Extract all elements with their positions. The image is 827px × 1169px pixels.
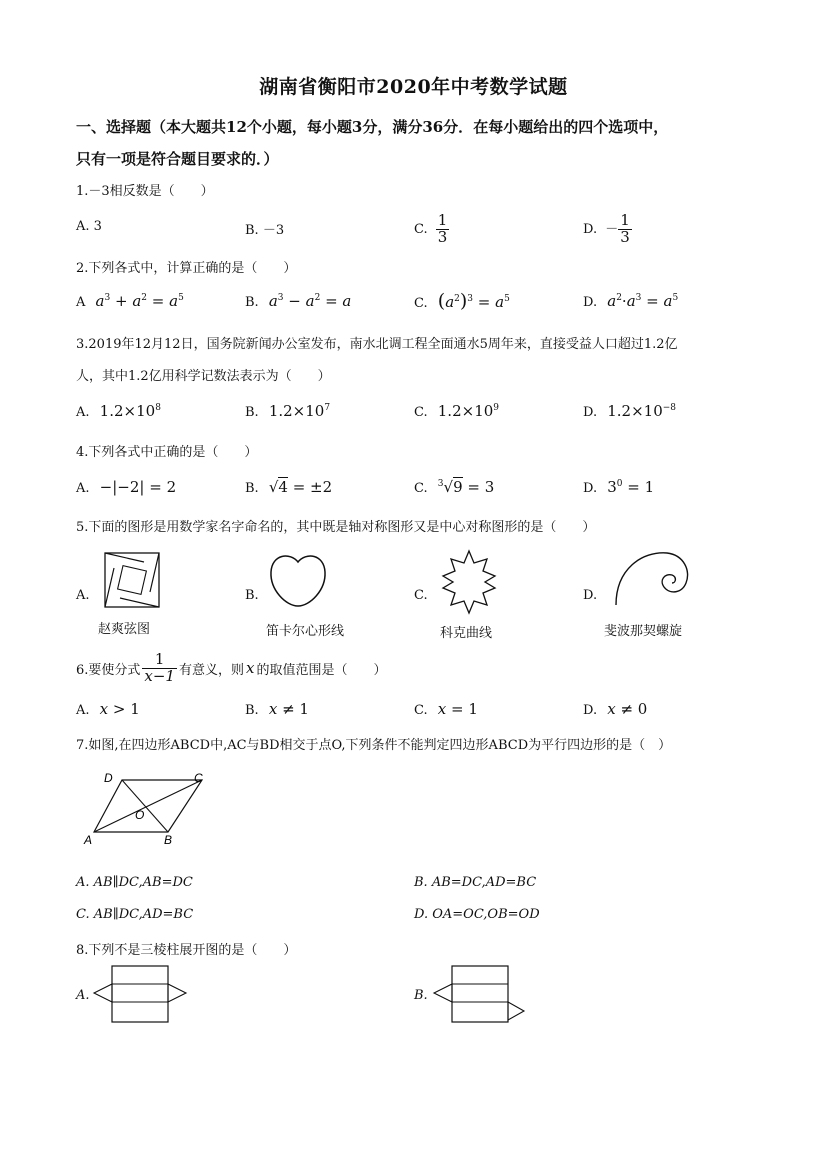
section-heading-line1: 一、选择题（本大题共12个小题，每小题3分，满分36分．在每小题给出的四个选项中，: [76, 118, 669, 136]
q7-option-d: D. OA=OC,OB=OD: [414, 907, 540, 922]
q5-caption-d: 斐波那契螺旋: [604, 624, 683, 639]
q5-option-a-label: A.: [76, 588, 90, 603]
cardioid-figure: [268, 552, 328, 608]
q6-stem: 6.要使分式 $\frac{1}{x-1}$ 有意义，则 x 的取值范围是（ ）: [76, 650, 387, 685]
q7-option-c: C. AB∥DC,AD=BC: [76, 907, 194, 922]
q1-option-d: D. － $\frac{1}{3}$: [583, 211, 630, 246]
q4-option-b: B. √4 = ±2: [245, 478, 333, 496]
q5-caption-c: 科克曲线: [440, 626, 493, 641]
q1-option-a: A. 3: [76, 219, 102, 234]
q3-option-c: C. $1.2\times 10^9$: [414, 402, 500, 420]
q5-option-b-label: B.: [245, 588, 259, 603]
q3-option-d: D. $1.2\times 10^{-8}$: [583, 402, 677, 420]
vertex-label-d: D: [104, 771, 113, 785]
q3-stem-line1: 3.2019年12月12日，国务院新闻办公室发布，南水北调工程全面通水5周年来，直接受益人口超过1.2亿: [76, 337, 678, 352]
q6-option-d: D. x ≠ 0: [583, 700, 648, 718]
q8-option-a-label: A.: [76, 988, 90, 1003]
q4-option-c: C. $^3$√9 = 3: [414, 478, 495, 496]
q5-caption-a: 赵爽弦图: [98, 622, 151, 637]
q1-option-d-fraction: $\frac{1}{3}$: [620, 211, 630, 246]
q1-option-d-label: D.: [583, 221, 598, 237]
q5-stem: 5.下面的图形是用数学家名字命名的，其中既是轴对称图形又是中心对称图形的是（ ）: [76, 520, 596, 535]
vertex-label-a: A: [84, 833, 93, 847]
q2-option-d: D. $a^2\cdot a^3 = a^5$: [583, 292, 679, 310]
q1-option-b: B. －3: [245, 223, 285, 238]
q7-option-b: B. AB=DC,AD=BC: [414, 875, 537, 890]
zhao-shuang-figure: [104, 552, 160, 608]
q7-stem: 7.如图,在四边形ABCD中,AC与BD相交于点O,下列条件不能判定四边形ABCD为平行四边形的是（ ）: [76, 738, 672, 753]
q2-option-a: A $a^3 + a^2 = a^5$: [76, 292, 184, 310]
q3-stem-line2: 人，其中1.2亿用科学记数法表示为（ ）: [76, 369, 331, 384]
q8-stem: 8.下列不是三棱柱展开图的是（ ）: [76, 943, 297, 958]
q6-option-c: C. x = 1: [414, 700, 478, 718]
q5-caption-b: 笛卡尔心形线: [266, 624, 345, 639]
q6-option-b: B. x ≠ 1: [245, 700, 309, 718]
q3-option-b: B. $1.2\times 10^7$: [245, 402, 331, 420]
q2-option-c: C. $(a^2)^3 = a^5$: [414, 290, 510, 312]
vertex-label-o: O: [135, 808, 145, 822]
q5-option-d-label: D.: [583, 588, 598, 603]
vertex-label-c: C: [194, 771, 203, 785]
q7-option-a: A. AB∥DC,AB=DC: [76, 875, 193, 890]
q6-option-a: A. x > 1: [76, 700, 140, 718]
q4-option-d: D. $3^0 = 1$: [583, 478, 655, 496]
q1-option-c-label: C.: [414, 221, 428, 237]
vertex-label-b: B: [164, 833, 173, 847]
prism-net-b-figure: [430, 964, 526, 1024]
parallelogram-abcd-figure: [80, 770, 220, 848]
q2-option-b: B. $a^3 - a^2 = a$: [245, 292, 352, 310]
fibonacci-spiral-figure: [612, 547, 692, 609]
page-title: 湖南省衡阳市2020年中考数学试题: [259, 76, 568, 98]
prism-net-a-figure: [92, 964, 188, 1024]
section-heading-line2: 只有一项是符合题目要求的．）: [76, 150, 279, 168]
q5-option-c-label: C.: [414, 588, 428, 603]
q1-stem: 1.－3相反数是（ ）: [76, 184, 214, 199]
q4-stem: 4.下列各式中正确的是（ ）: [76, 445, 258, 460]
q8-option-b-label: B.: [414, 988, 428, 1003]
q1-option-c: [414, 213, 449, 246]
koch-curve-figure: [441, 549, 497, 615]
q1-option-c-fraction: $\frac{1}{3}$: [437, 211, 448, 246]
q2-stem: 2.下列各式中，计算正确的是（ ）: [76, 261, 297, 276]
q4-option-a: A. −|−2| = 2: [76, 478, 177, 496]
q3-option-a: A. $1.2\times 10^8$: [76, 402, 161, 420]
